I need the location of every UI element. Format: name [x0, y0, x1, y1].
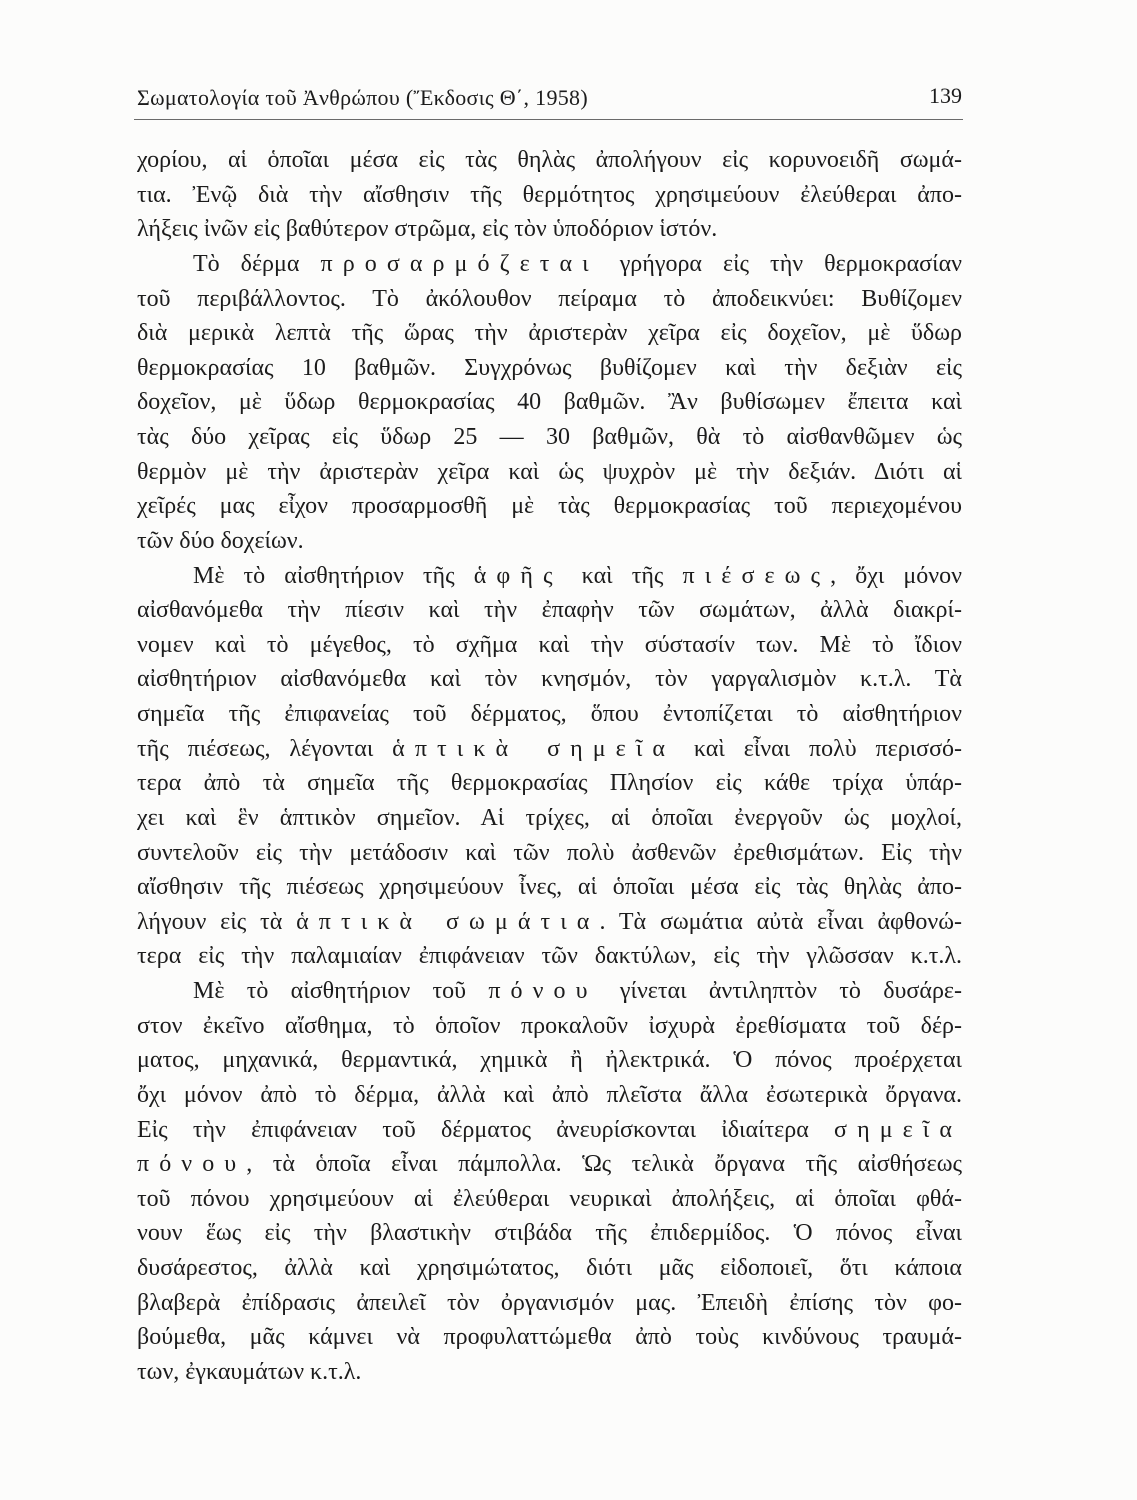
spaced-emphasis: ἁφῆς [473, 562, 563, 589]
text-segment: χει καὶ ἓν ἁπτικὸν σημεῖον. Αἱ τρίχες, αἱ ὁποῖαι ἐνεργοῦν ὡς μοχλοί, [137, 804, 962, 831]
text-segment: λήξεις ἰνῶν εἰς βαθύτερον στρῶμα, εἰς τὸν ὑποδόριον ἱστόν. [137, 216, 718, 243]
text-segment: . Τὰ σωμάτια αὐτὰ εἶναι ἀφθονώ- [599, 908, 963, 935]
text-segment: Εἰς τὴν ἐπιφάνειαν τοῦ δέρματος ἀνευρίσκονται ἰδιαίτερα [137, 1116, 835, 1143]
line-content [137, 766, 962, 801]
text-segment: θερμὸν μὲ τὴν ἀριστερὰν χεῖρα καὶ ὡς ψυχρὸν μὲ τὴν δεξιάν. Διότι αἱ [137, 458, 962, 485]
text-segment: δυσάρεστος, ἀλλὰ καὶ χρησιμώτατος, διότι μᾶς εἰδοποιεῖ, ὅτι κάποια [137, 1255, 962, 1281]
line-content [137, 524, 304, 559]
text-segment: τῶν δύο δοχείων. [137, 527, 304, 554]
line-content [137, 385, 962, 420]
text-line [137, 143, 962, 178]
line-content [137, 905, 962, 940]
text-segment: συντελοῦν εἰς τὴν μετάδοσιν καὶ τῶν πολὺ ἀσθενῶν ἐρεθισμάτων. Εἰς τὴν [137, 839, 962, 866]
text-line [137, 247, 962, 282]
line-content [193, 559, 962, 594]
text-segment: σημεῖα τῆς ἐπιφανείας τοῦ δέρματος, ὅπου ἐντοπίζεται τὸ αἰσθητήριον [137, 701, 962, 727]
spaced-emphasis: πόνου [488, 978, 598, 1004]
text-line [137, 178, 962, 213]
line-content [137, 1043, 962, 1078]
text-segment: τοῦ πόνου χρησιμεύουν αἱ ἐλεύθεραι νευρικαὶ ἀπολήξεις, αἱ ὁποῖαι φθά- [137, 1185, 962, 1212]
text-segment: , τὰ ὁποῖα εἶναι πάμπολλα. Ὡς τελικὰ ὄργανα τῆς αἰσθήσεως [246, 1151, 962, 1178]
paragraph [137, 143, 962, 247]
text-line [137, 1286, 962, 1321]
line-content [137, 1216, 962, 1251]
line-content [137, 836, 962, 871]
text-segment: τια. Ἐνῷ διὰ τὴν αἴσθησιν τῆς θερμότητος χρησιμεύουν ἐλεύθεραι ἀπο- [137, 181, 962, 208]
text-line [137, 1182, 962, 1217]
text-segment: νομεν καὶ τὸ μέγεθος, τὸ σχῆμα καὶ τὴν σύστασίν των. Μὲ τὸ ἴδιον [137, 631, 962, 658]
line-content [137, 870, 962, 905]
line-content [137, 628, 962, 663]
spaced-emphasis: προσαρμόζεται [320, 250, 599, 277]
spaced-emphasis: ἁπτικὰ σημεῖα [392, 735, 676, 762]
line-content [137, 662, 962, 697]
text-segment: τὰς δύο χεῖρας εἰς ὕδωρ 25 — 30 βαθμῶν, θὰ τὸ αἰσθανθῶμεν ὡς [137, 424, 962, 450]
text-segment: διὰ μερικὰ λεπτὰ τῆς ὥρας τὴν ἀριστερὰν χεῖρα εἰς δοχεῖον, μὲ ὕδωρ [137, 320, 962, 347]
text-line [137, 524, 962, 559]
text-segment: των, ἐγκαυμάτων κ.τ.λ. [137, 1358, 362, 1385]
text-line [137, 385, 962, 420]
text-line [137, 559, 962, 594]
line-content [193, 247, 962, 282]
text-line [137, 316, 962, 351]
header-rule [134, 119, 963, 120]
text-line [137, 974, 962, 1009]
text-segment: , ὄχι μόνον [830, 562, 962, 589]
text-segment: ματος, μηχανικά, θερμαντικά, χημικὰ ἢ ἠλεκτρικά. Ὁ πόνος προέρχεται [137, 1047, 962, 1074]
text-line [137, 1147, 962, 1182]
line-content [137, 351, 962, 386]
text-segment: αἰσθανόμεθα τὴν πίεσιν καὶ τὴν ἐπαφὴν τῶν σωμάτων, ἀλλὰ διακρί- [137, 597, 962, 624]
line-content [137, 732, 962, 767]
text-line [137, 905, 962, 940]
line-content [193, 974, 962, 1009]
line-content [137, 1147, 962, 1182]
text-line [137, 1078, 962, 1113]
line-content [137, 593, 962, 628]
text-segment: τῆς πιέσεως, λέγονται [137, 735, 393, 762]
text-segment: βλαβερὰ ἐπίδρασις ἀπειλεῖ τὸν ὀργανισμόν μας. Ἐπειδὴ ἐπίσης τὸν φο- [137, 1289, 962, 1316]
text-segment: τερα εἰς τὴν παλαμιαίαν ἐπιφάνειαν τῶν δακτύλων, εἰς τὴν γλῶσσαν κ.τ.λ. [137, 943, 962, 970]
text-line [137, 766, 962, 801]
text-line [137, 870, 962, 905]
line-content [137, 1009, 962, 1044]
paragraph [137, 247, 962, 559]
spaced-emphasis: πιέσεως [682, 562, 831, 589]
text-segment: Τὸ δέρμα [193, 250, 321, 277]
text-line [137, 455, 962, 490]
text-line [137, 593, 962, 628]
text-line [137, 1113, 962, 1148]
text-line [137, 836, 962, 871]
line-content [137, 1182, 962, 1217]
text-line [137, 1355, 962, 1390]
text-line [137, 420, 962, 455]
line-content [137, 1113, 962, 1148]
text-line [137, 1320, 962, 1355]
line-content [137, 420, 962, 455]
spaced-emphasis: ἁπτικὰ σωμάτια [296, 908, 600, 935]
line-content [137, 1355, 361, 1390]
running-head-title: Σωματολογία τοῦ Ἀνθρώπου (Ἔκδοσις Θ΄, 1958) [137, 85, 588, 110]
text-line [137, 212, 962, 247]
text-line [137, 801, 962, 836]
text-segment: χεῖρές μας εἶχον προσαρμοσθῆ μὲ τὰς θερμοκρασίας τοῦ περιεχομένου [137, 493, 962, 520]
text-segment: λήγουν εἰς τὰ [137, 908, 297, 935]
text-segment: τερα ἀπὸ τὰ σημεῖα τῆς θερμοκρασίας Πλησίον εἰς κάθε τρίχα ὑπάρ- [137, 770, 962, 797]
text-line [137, 1043, 962, 1078]
text-line [137, 1009, 962, 1044]
text-segment: Μὲ τὸ αἰσθητήριον τῆς [193, 562, 474, 589]
text-segment: καὶ εἶναι πολὺ περισσό- [675, 735, 963, 762]
paragraph [137, 559, 962, 975]
text-segment: στον ἐκεῖνο αἴσθημα, τὸ ὁποῖον προκαλοῦν ἰσχυρὰ ἐρεθίσματα τοῦ δέρ- [137, 1012, 962, 1039]
line-content [137, 1078, 962, 1113]
text-segment: καὶ τῆς [562, 562, 683, 589]
line-content [137, 316, 962, 351]
page-number: 139 [929, 83, 962, 108]
text-segment: δοχεῖον, μὲ ὕδωρ θερμοκρασίας 40 βαθμῶν. Ἂν βυθίσωμεν ἔπειτα καὶ [137, 389, 962, 416]
text-line [137, 628, 962, 663]
line-content [137, 489, 962, 524]
text-line [137, 732, 962, 767]
text-segment: νουν ἕως εἰς τὴν βλαστικὴν στιβάδα τῆς ἐπιδερμίδος. Ὁ πόνος εἶναι [137, 1220, 962, 1247]
text-line [137, 697, 962, 732]
text-segment: ὄχι μόνον ἀπὸ τὸ δέρμα, ἀλλὰ καὶ ἀπὸ πλεῖστα ἄλλα ἐσωτερικὰ ὄργανα. [137, 1081, 962, 1108]
line-content [137, 1320, 962, 1355]
text-line [137, 939, 962, 974]
line-content [137, 1251, 962, 1286]
line-content [137, 178, 962, 213]
text-line [137, 1216, 962, 1251]
text-line [137, 351, 962, 386]
line-content [137, 212, 717, 247]
paragraph [137, 974, 962, 1390]
text-segment: τοῦ περιβάλλοντος. Τὸ ἀκόλουθον πείραμα τὸ ἀποδεικνύει: Βυθίζομεν [137, 285, 962, 312]
text-line [137, 282, 962, 317]
text-segment: Μὲ τὸ αἰσθητήριον τοῦ [193, 978, 489, 1004]
text-segment: χορίου, αἱ ὁποῖαι μέσα εἰς τὰς θηλὰς ἀπολήγουν εἰς κορυνοειδῆ σωμά- [137, 147, 962, 173]
line-content [137, 143, 962, 178]
text-line [137, 1251, 962, 1286]
line-content [137, 1286, 962, 1321]
line-content [137, 801, 962, 836]
text-segment: βούμεθα, μᾶς κάμνει νὰ προφυλαττώμεθα ἀπὸ τοὺς κινδύνους τραυμά- [137, 1324, 962, 1351]
line-content [137, 282, 962, 317]
line-content [137, 455, 962, 490]
line-content [137, 939, 962, 974]
text-line [137, 662, 962, 697]
text-segment: γίνεται ἀντιληπτὸν τὸ δυσάρε- [597, 978, 962, 1004]
text-segment: αἴσθησιν τῆς πιέσεως χρησιμεύουν ἶνες, αἱ ὁποῖαι μέσα εἰς τὰς θηλὰς ἀπο- [137, 874, 962, 901]
line-content [137, 697, 962, 732]
spaced-emphasis: πόνου [137, 1151, 247, 1178]
text-segment: θερμοκρασίας 10 βαθμῶν. Συγχρόνως βυθίζομεν καὶ τὴν δεξιὰν εἰς [137, 354, 962, 381]
body-text [137, 143, 962, 1390]
spaced-emphasis: σημεῖα [834, 1116, 962, 1143]
text-line [137, 489, 962, 524]
text-segment: γρήγορα εἰς τὴν θερμοκρασίαν [598, 250, 962, 277]
text-segment: αἰσθητήριον αἰσθανόμεθα καὶ τὸν κνησμόν, τὸν γαργαλισμὸν κ.τ.λ. Τὰ [137, 666, 962, 693]
